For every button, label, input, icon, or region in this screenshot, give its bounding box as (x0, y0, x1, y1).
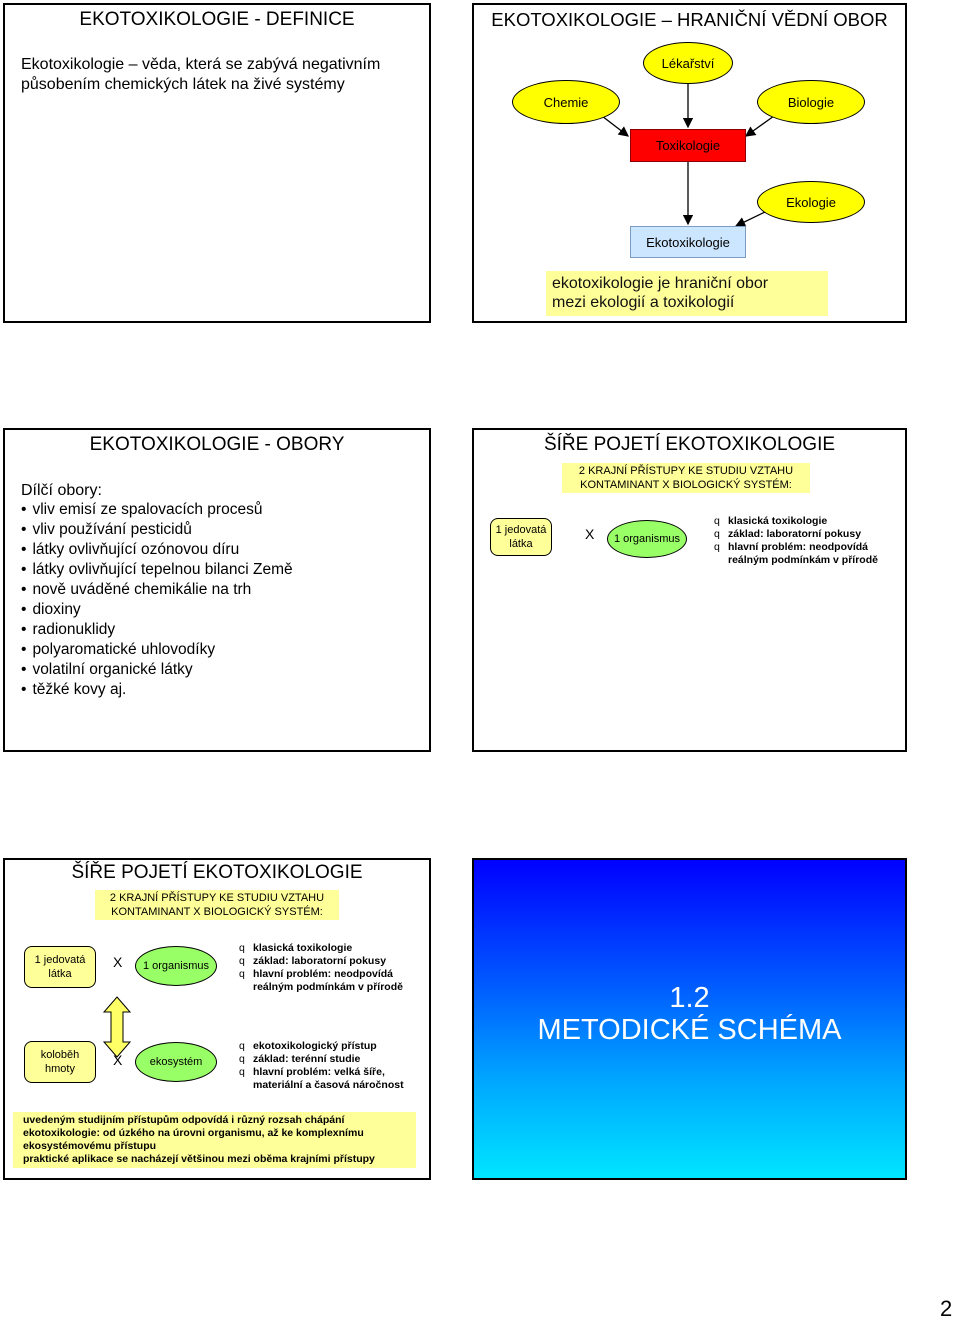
footer-note (13, 1112, 416, 1168)
list-item: • polyaromatické uhlovodíky (21, 640, 421, 660)
approach-list-2 (239, 1040, 429, 1092)
list-item: q základ: laboratorní pokusy (714, 528, 862, 540)
slide-definice (3, 3, 431, 323)
node-chemie: Chemie (512, 80, 620, 124)
ecosystem-ellipse: ekosystém (135, 1042, 217, 1082)
subtitle-line-2: KONTAMINANT X BIOLOGICKÝ SYSTÉM: (580, 479, 792, 491)
x-sign-1: X (113, 954, 123, 970)
subtitle-line-1: 2 KRAJNÍ PŘÍSTUPY KE STUDIU VZTAHU (109, 892, 325, 904)
section-number: 1.2 (669, 982, 710, 1014)
slide-sire-pojeti-detail (3, 858, 431, 1180)
list-item: • látky ovlivňující ozónovou díru (21, 540, 421, 560)
x-sign-2: X (113, 1052, 123, 1068)
list-item: q klasická toxikologie (239, 942, 353, 954)
list-item: q základ: laboratorní pokusy (239, 955, 387, 967)
list-item: • radionuklidy (21, 620, 421, 640)
list-item: q hlavní problém: velká šíře, materiální a časová náročnost (239, 1066, 404, 1091)
caption-line-1: ekotoxikologie je hraniční obor (552, 275, 769, 292)
slide-obory (3, 428, 431, 752)
substance-box: 1 jedovatá látka (490, 518, 552, 556)
slide-title: EKOTOXIKOLOGIE - DEFINICE (79, 9, 355, 30)
arrow-biologie-toxikologie (746, 116, 774, 136)
footer-line: ekotoxikologie: od úzkého na úrovni organismu, až ke komplexnímu (23, 1127, 364, 1139)
footer-line: ekosystémovému přístupu (23, 1140, 157, 1152)
list-item: q ekotoxikologický přístup (239, 1040, 377, 1052)
list-item: q klasická toxikologie (714, 515, 828, 527)
obory-list (21, 500, 421, 700)
approach-list (714, 515, 904, 567)
cycle-box: koloběh hmoty (24, 1041, 96, 1083)
page-number: 2 (940, 1296, 953, 1321)
subtitle-box (562, 463, 810, 493)
list-item: • dioxiny (21, 600, 421, 620)
node-toxikologie: Toxikologie (630, 129, 746, 162)
organism-ellipse: 1 organismus (135, 946, 217, 986)
slide-title: EKOTOXIKOLOGIE – HRANIČNÍ VĚDNÍ OBOR (491, 9, 888, 30)
list-item: q hlavní problém: neodpovídá reálným podmínkám v přírodě (239, 968, 403, 993)
footer-line: praktické aplikace se nacházejí většinou mezi oběma krajními přístupy (23, 1153, 375, 1165)
node-ekotoxikologie: Ekotoxikologie (630, 226, 746, 258)
q-bullet: q (714, 528, 720, 540)
hranicni-caption (546, 271, 828, 316)
slide-sire-pojeti (472, 428, 907, 752)
slide-title: ŠÍŘE POJETÍ EKOTOXIKOLOGIE (71, 862, 363, 883)
q-bullet: q (239, 1040, 245, 1052)
x-sign: X (585, 526, 595, 542)
slide-hranicni-obor (472, 3, 907, 323)
list-item: • volatilní organické látky (21, 660, 421, 680)
substance-box: 1 jedovatá látka (24, 946, 96, 988)
arrow-chemie-toxikologie (602, 116, 628, 136)
subtitle-line-2: KONTAMINANT X BIOLOGICKÝ SYSTÉM: (111, 906, 323, 918)
double-arrow-icon (102, 996, 132, 1058)
list-item: q základ: terénní studie (239, 1053, 361, 1065)
q-bullet: q (239, 942, 245, 954)
node-ekologie: Ekologie (757, 181, 865, 223)
q-bullet: q (239, 1066, 245, 1078)
list-item: • vliv používání pesticidů (21, 520, 421, 540)
arrow-ekologie-ekotoxikologie (736, 211, 767, 226)
section-title: METODICKÉ SCHÉMA (537, 1014, 842, 1046)
q-bullet: q (714, 515, 720, 527)
approach-list-1 (239, 942, 429, 994)
list-item: • vliv emisí ze spalovacích procesů (21, 500, 421, 520)
organism-ellipse: 1 organismus (607, 520, 687, 558)
definition-text: Ekotoxikologie – věda, která se zabývá negativním působením chemických látek na živé systémy (21, 56, 381, 93)
subtitle-line-1: 2 KRAJNÍ PŘÍSTUPY KE STUDIU VZTAHU (578, 465, 794, 477)
q-bullet: q (239, 968, 245, 980)
node-lekarstvi: Lékařství (643, 42, 733, 84)
q-bullet: q (714, 541, 720, 553)
obory-intro: Dílčí obory: (21, 482, 102, 499)
list-item: • těžké kovy aj. (21, 680, 421, 700)
footer-line: uvedeným studijním přístupům odpovídá i různý rozsah chápání (23, 1114, 345, 1126)
caption-line-2: mezi ekologií a toxikologií (552, 294, 735, 311)
subtitle-box (95, 890, 339, 920)
slide-title: EKOTOXIKOLOGIE - OBORY (89, 434, 345, 455)
q-bullet: q (239, 955, 245, 967)
list-item: q hlavní problém: neodpovídá reálným podmínkám v přírodě (714, 541, 878, 566)
list-item: • látky ovlivňující tepelnou bilanci Země (21, 560, 421, 580)
slide-title: ŠÍŘE POJETÍ EKOTOXIKOLOGIE (543, 434, 836, 455)
node-biologie: Biologie (757, 80, 865, 124)
q-bullet: q (239, 1053, 245, 1065)
list-item: • nově uváděné chemikálie na trh (21, 580, 421, 600)
slide-metodicke-schema (472, 858, 907, 1180)
